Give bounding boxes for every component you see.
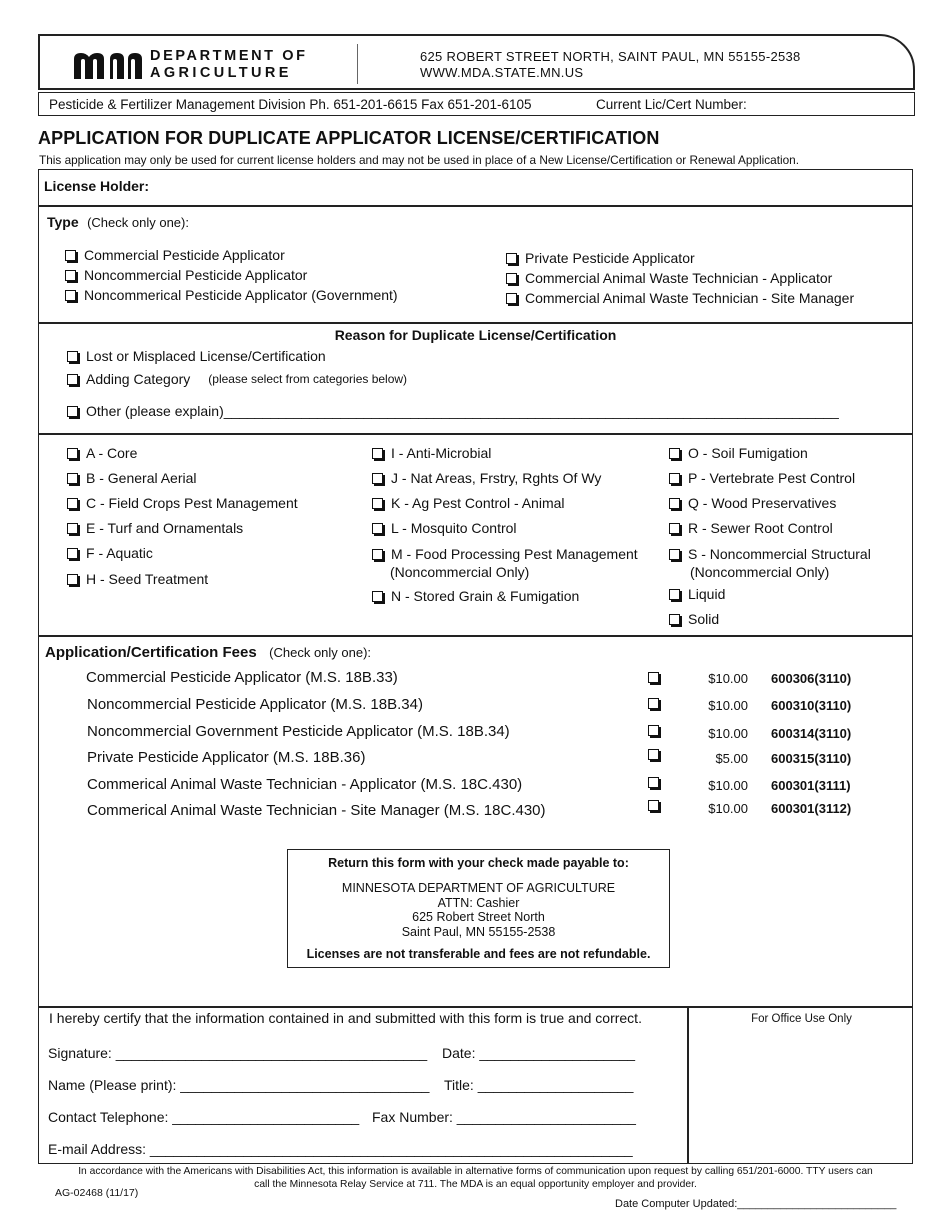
address-line: 625 ROBERT STREET NORTH, SAINT PAUL, MN 55155-2538: [420, 49, 801, 64]
category-option[interactable]: Liquid: [669, 586, 725, 602]
website-link[interactable]: WWW.MDA.STATE.MN.US: [420, 65, 584, 80]
reason-other[interactable]: Other (please explain)_______________________________________________________________________________: [67, 403, 839, 419]
fee-amount: $5.00: [715, 751, 748, 766]
fee-label: Commerical Animal Waste Technician - Applicator (M.S. 18C.430): [87, 776, 523, 793]
fee-code: 600315(3110): [771, 751, 852, 766]
form-code: AG-02468 (11/17): [55, 1187, 139, 1199]
category-option[interactable]: M - Food Processing Pest Management: [372, 546, 638, 562]
email-field[interactable]: E-mail Address: ______________________________________________________________: [48, 1141, 633, 1157]
fee-code: 600301(3111): [771, 778, 851, 793]
checkbox[interactable]: [372, 448, 383, 459]
date-field[interactable]: Date: ____________________: [442, 1045, 636, 1061]
certify-statement: I hereby certify that the information contained in and submitted with this form is true and correct.: [49, 1010, 642, 1026]
category-option[interactable]: E - Turf and Ornamentals: [67, 520, 243, 536]
checkbox[interactable]: [372, 473, 383, 484]
category-option[interactable]: A - Core: [67, 445, 137, 461]
category-option[interactable]: O - Soil Fumigation: [669, 445, 808, 461]
category-option[interactable]: Q - Wood Preservatives: [669, 495, 836, 511]
type-option[interactable]: Private Pesticide Applicator: [506, 250, 695, 266]
checkbox[interactable]: [372, 591, 383, 602]
checkbox[interactable]: [67, 448, 78, 459]
checkbox[interactable]: [65, 250, 76, 261]
checkbox[interactable]: [669, 523, 680, 534]
license-holder-field[interactable]: [170, 174, 900, 200]
signature-field[interactable]: Signature: ________________________________________: [48, 1045, 428, 1061]
checkbox[interactable]: [506, 253, 517, 264]
return-heading: Return this form with your check made payable to:: [328, 856, 629, 870]
office-divider: [687, 1006, 689, 1164]
fee-checkbox[interactable]: [648, 749, 659, 760]
office-use-label: For Office Use Only: [751, 1013, 852, 1025]
fee-checkbox[interactable]: [648, 672, 659, 683]
category-option[interactable]: J - Nat Areas, Frstry, Rghts Of Wy: [372, 470, 601, 486]
title-field[interactable]: Title: ____________________: [444, 1077, 634, 1093]
checkbox[interactable]: [67, 523, 78, 534]
checkbox[interactable]: [669, 448, 680, 459]
license-holder-label: License Holder:: [44, 178, 150, 194]
fee-code: 600310(3110): [771, 698, 852, 713]
category-option[interactable]: B - General Aerial: [67, 470, 197, 486]
fee-checkbox[interactable]: [648, 777, 659, 788]
header-address: [420, 49, 801, 81]
fees-note: (Check only one):: [269, 645, 372, 660]
current-lic-field[interactable]: [759, 95, 899, 113]
checkbox[interactable]: [67, 548, 78, 559]
return-instructions-box: [287, 849, 670, 968]
fee-label: Noncommercial Government Pesticide Applicator (M.S. 18B.34): [87, 723, 510, 740]
category-option[interactable]: L - Mosquito Control: [372, 520, 517, 536]
divider: [38, 322, 913, 324]
fee-checkbox[interactable]: [648, 725, 659, 736]
fee-label: Commerical Animal Waste Technician - Site Manager (M.S. 18C.430): [87, 802, 546, 819]
category-option[interactable]: Solid: [669, 611, 719, 627]
fee-code: 600301(3112): [771, 801, 852, 816]
mn-logo: [74, 51, 144, 84]
fee-checkbox[interactable]: [648, 698, 659, 709]
divider: [38, 205, 913, 207]
phone-field[interactable]: Contact Telephone: ________________________: [48, 1109, 360, 1125]
type-note: (Check only one):: [87, 215, 189, 230]
category-option[interactable]: H - Seed Treatment: [67, 571, 208, 587]
return-address: MINNESOTA DEPARTMENT OF AGRICULTURE ATTN: Cashier 625 Robert Street North Saint Paul, MN 55155-2538: [341, 881, 616, 939]
checkbox[interactable]: [67, 574, 78, 585]
divider: [38, 1006, 913, 1008]
fee-checkbox[interactable]: [648, 800, 659, 811]
fee-label: Noncommercial Pesticide Applicator (M.S. 18B.34): [87, 696, 423, 713]
checkbox[interactable]: [65, 290, 76, 301]
fees-heading: [45, 644, 371, 662]
return-footer: Licenses are not transferable and fees are not refundable.: [306, 947, 651, 961]
fee-label: Private Pesticide Applicator (M.S. 18B.36): [87, 749, 366, 766]
category-option[interactable]: S - Noncommercial Structural: [669, 546, 871, 562]
category-note: (Noncommercial Only): [690, 564, 830, 580]
date-computer-updated-field[interactable]: Date Computer Updated:__________________________: [615, 1198, 897, 1210]
checkbox[interactable]: [506, 273, 517, 284]
type-option[interactable]: Commercial Pesticide Applicator: [65, 247, 285, 263]
category-option[interactable]: K - Ag Pest Control - Animal: [372, 495, 565, 511]
type-heading: [47, 214, 189, 232]
fees-label: Application/Certification Fees: [45, 644, 257, 661]
category-note: (Noncommercial Only): [390, 564, 530, 580]
checkbox[interactable]: [669, 614, 680, 625]
dept-line-1: DEPARTMENT OF: [150, 48, 308, 64]
divider: [38, 635, 913, 637]
checkbox[interactable]: [669, 549, 680, 560]
category-option[interactable]: N - Stored Grain & Fumigation: [372, 588, 579, 604]
checkbox[interactable]: [506, 293, 517, 304]
reason-lost[interactable]: Lost or Misplaced License/Certification: [67, 348, 326, 364]
type-option[interactable]: Commercial Animal Waste Technician - Applicator: [506, 270, 832, 286]
type-label: Type: [47, 214, 79, 230]
division-contact: Pesticide & Fertilizer Management Division Ph. 651-201-6615 Fax 651-201-6105: [49, 97, 532, 112]
fee-amount: $10.00: [708, 698, 748, 713]
form-subtitle: This application may only be used for current license holders and may not be used in place of a New License/Certification or Renewal Application.: [39, 153, 800, 167]
checkbox[interactable]: [372, 498, 383, 509]
fee-amount: $10.00: [708, 671, 748, 686]
checkbox[interactable]: [67, 351, 78, 362]
checkbox[interactable]: [372, 549, 383, 560]
fee-code: 600306(3110): [771, 671, 852, 686]
current-lic-label: Current Lic/Cert Number:: [596, 97, 747, 112]
header-divider: [357, 44, 358, 84]
checkbox[interactable]: [67, 473, 78, 484]
category-option[interactable]: I - Anti-Microbial: [372, 445, 491, 461]
name-field[interactable]: Name (Please print): ________________________________: [48, 1077, 430, 1093]
reason-heading: Reason for Duplicate License/Certification: [334, 327, 617, 343]
checkbox[interactable]: [67, 406, 78, 417]
fee-amount: $10.00: [708, 801, 748, 816]
type-option[interactable]: Noncommerical Pesticide Applicator (Government): [65, 287, 398, 303]
type-option[interactable]: Noncommercial Pesticide Applicator: [65, 267, 307, 283]
info-bar: [38, 92, 915, 116]
divider: [38, 433, 913, 435]
checkbox[interactable]: [669, 589, 680, 600]
form-title: APPLICATION FOR DUPLICATE APPLICATOR LICENSE/CERTIFICATION: [38, 128, 660, 148]
fee-amount: $10.00: [708, 778, 748, 793]
checkbox[interactable]: [669, 473, 680, 484]
category-option[interactable]: R - Sewer Root Control: [669, 520, 833, 536]
checkbox[interactable]: [669, 498, 680, 509]
fee-amount: $10.00: [708, 726, 748, 741]
category-option[interactable]: P - Vertebrate Pest Control: [669, 470, 855, 486]
checkbox[interactable]: [372, 523, 383, 534]
department-name: [150, 48, 308, 82]
reason-adding[interactable]: Adding Category (please select from categories below): [67, 371, 407, 387]
checkbox[interactable]: [67, 498, 78, 509]
dept-line-2: AGRICULTURE: [150, 65, 292, 81]
type-option[interactable]: Commercial Animal Waste Technician - Site Manager: [506, 290, 854, 306]
category-option[interactable]: F - Aquatic: [67, 545, 153, 561]
fax-field[interactable]: Fax Number: _______________________: [372, 1109, 636, 1125]
ada-notice: In accordance with the Americans with Disabilities Act, this information is available in alternative forms of communication upon request by calling 651/201-6000. TTY users can call the Minnesota Relay Service at 711. The MDA is an equal opportunity employer and provider.: [78, 1166, 873, 1190]
fee-code: 600314(3110): [771, 726, 852, 741]
checkbox[interactable]: [65, 270, 76, 281]
category-option[interactable]: C - Field Crops Pest Management: [67, 495, 298, 511]
fee-label: Commercial Pesticide Applicator (M.S. 18B.33): [86, 669, 398, 686]
checkbox[interactable]: [67, 374, 78, 385]
